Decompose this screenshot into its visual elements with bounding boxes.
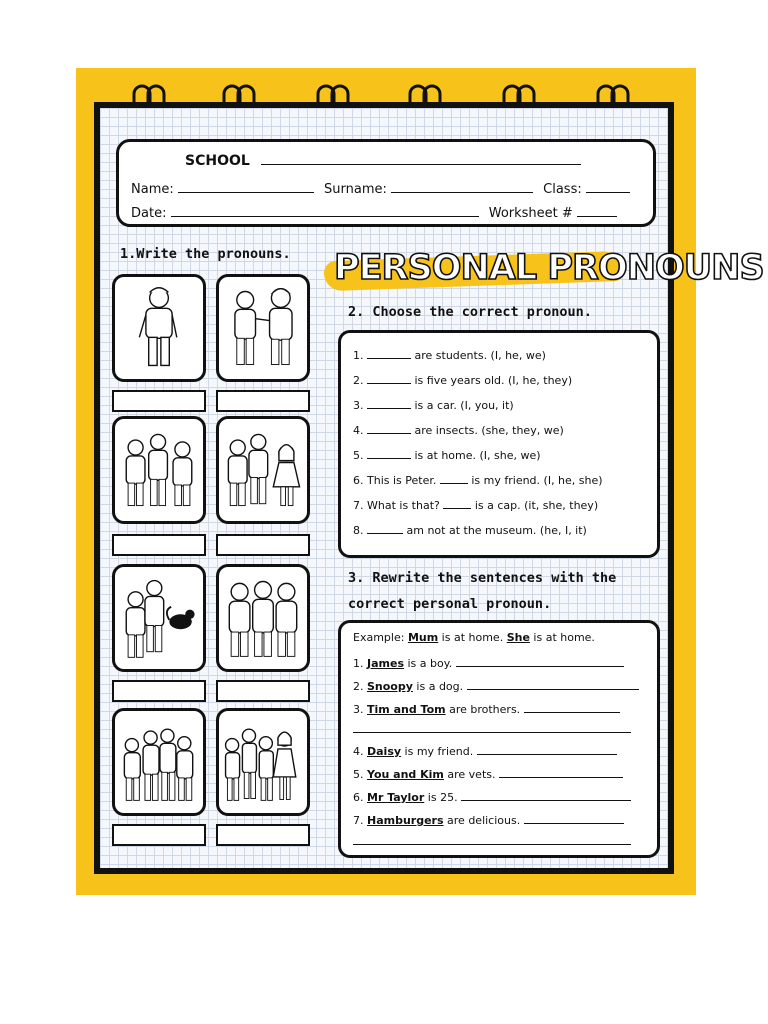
answer-box-8[interactable] [216,824,310,846]
answer-box-5[interactable] [112,680,206,702]
question-row: 4. are insects. (she, they, we) [353,424,564,437]
answer-blank[interactable] [367,524,403,534]
rewrite-row: 4. Daisy is my friend. [353,745,617,758]
rewrite-sentences-box [338,620,660,858]
picture-two-boys [216,274,310,382]
answer-blank[interactable] [367,424,411,434]
student-info-box [116,139,656,227]
question-row: 8. am not at the museum. (he, I, it) [353,524,587,537]
answer-blank[interactable] [367,449,411,459]
date-label: Date: [131,206,167,221]
name-label: Name: [131,182,174,197]
picture-boys-and-girl [216,416,310,524]
answer-box-6[interactable] [216,680,310,702]
answer-line[interactable] [499,768,623,778]
answer-box-2[interactable] [216,390,310,412]
question-row: 3. is a car. (I, you, it) [353,399,514,412]
rewrite-row: 5. You and Kim are vets. [353,768,623,781]
school-label: SCHOOL [185,153,250,169]
worksheet-number-label: Worksheet # [488,206,573,221]
answer-blank[interactable] [443,499,471,509]
rewrite-row: 7. Hamburgers are delicious. [353,814,624,827]
answer-blank[interactable] [367,399,411,409]
picture-three-boys [112,416,206,524]
question-row: 7. What is that? is a cap. (it, she, they) [353,499,599,512]
answer-line[interactable] [456,657,624,667]
choose-pronoun-box [338,330,660,558]
title-banner [322,246,764,292]
answer-box-3[interactable] [112,534,206,556]
rewrite-row: 6. Mr Taylor is 25. [353,791,631,804]
picture-three-children [216,564,310,672]
answer-box-7[interactable] [112,824,206,846]
answer-line[interactable] [477,745,617,755]
picture-boys-and-cat [112,564,206,672]
question-row: 2. is five years old. (I, he, they) [353,374,573,387]
question-row: 6. This is Peter. is my friend. (I, he, she) [353,474,603,487]
answer-line[interactable] [353,723,631,733]
example-row: Example: Mum is at home. She is at home. [353,631,595,644]
answer-box-4[interactable] [216,534,310,556]
class-label: Class: [543,182,582,197]
answer-blank[interactable] [440,474,468,484]
answer-line[interactable] [467,680,639,690]
picture-four-boys [112,708,206,816]
answer-line[interactable] [461,791,631,801]
section3-heading-line2: correct personal pronoun. [348,596,552,612]
class-field[interactable] [586,180,630,193]
question-row: 1. are students. (I, he, we) [353,349,546,362]
school-field[interactable] [261,152,581,165]
answer-blank[interactable] [367,349,411,359]
question-row: 5. is at home. (I, she, we) [353,449,541,462]
surname-field[interactable] [391,180,533,193]
rewrite-row-continued [353,723,631,736]
section1-heading: 1.Write the pronouns. [120,246,291,262]
page-title: PERSONAL PRONOUNS [334,248,764,288]
worksheet-number-field[interactable] [577,204,617,217]
rewrite-row: 3. Tim and Tom are brothers. [353,703,620,716]
worksheet-frame [76,68,764,895]
answer-line[interactable] [524,814,624,824]
rewrite-row-continued [353,835,631,848]
answer-box-1[interactable] [112,390,206,412]
section3-heading-line1: 3. Rewrite the sentences with the [348,570,617,586]
answer-blank[interactable] [367,374,411,384]
picture-group-of-children [216,708,310,816]
rewrite-row: 1. James is a boy. [353,657,624,670]
date-field[interactable] [171,204,479,217]
name-field[interactable] [178,180,314,193]
rewrite-row: 2. Snoopy is a dog. [353,680,639,693]
section2-heading: 2. Choose the correct pronoun. [348,304,592,320]
answer-line[interactable] [524,703,620,713]
surname-label: Surname: [324,182,387,197]
picture-one-boy [112,274,206,382]
answer-line[interactable] [353,835,631,845]
